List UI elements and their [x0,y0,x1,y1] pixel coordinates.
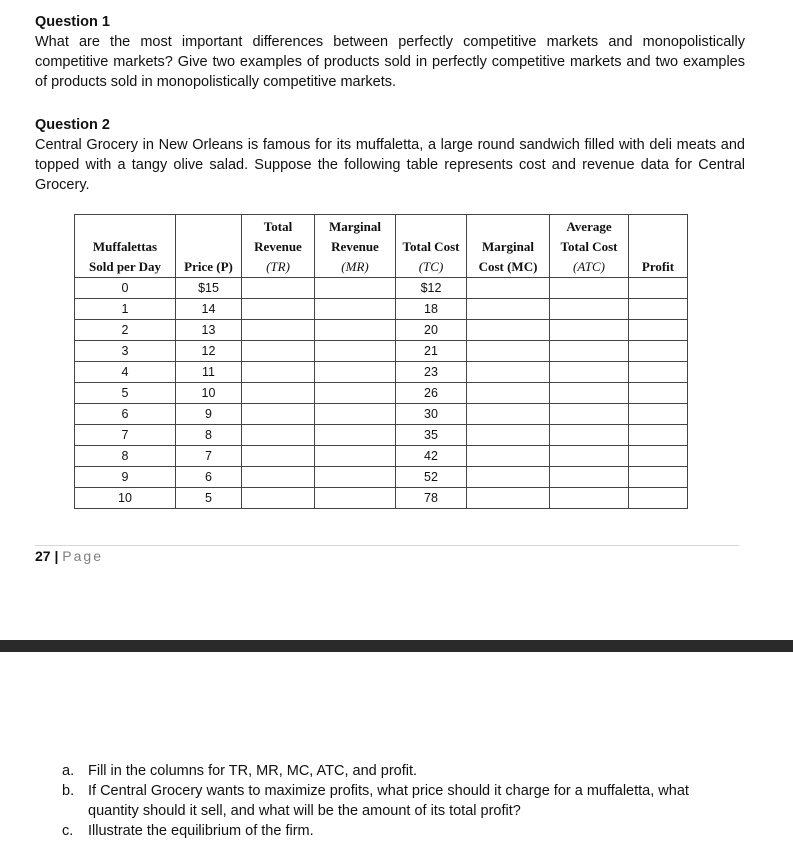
header-marginal-cost: Marginal Cost (MC) [467,215,550,278]
cell-tr [242,467,315,488]
question-1-text: What are the most important differences between perfectly competitive markets and monopolistically competitive markets? Give two examples of products sold in perfectly competitive markets and two examples of products sold in monopolistically competitive markets. [35,34,745,90]
cell-tc: 78 [396,488,467,509]
header-total-cost: Total Cost (TC) [396,215,467,278]
cell-price: 11 [176,362,242,383]
cell-atc [550,404,629,425]
cell-tc: 23 [396,362,467,383]
cell-atc [550,488,629,509]
page-number: 27 | Page [35,548,103,564]
footer-divider [35,545,739,546]
cell-mr [315,488,396,509]
cell-atc [550,299,629,320]
table-row [75,341,688,362]
cell-mc [467,278,550,299]
header-profit: Profit [629,215,688,278]
cell-quantity: 5 [75,383,176,404]
cell-quantity: 4 [75,362,176,383]
question-1-title: Question 1 [35,14,110,30]
cell-quantity: 8 [75,446,176,467]
cell-quantity: 10 [75,488,176,509]
table-row [75,446,688,467]
cell-tc: 42 [396,446,467,467]
cell-atc [550,467,629,488]
cell-tc: 30 [396,404,467,425]
cell-tr [242,299,315,320]
table-row [75,278,688,299]
question-2 [35,115,745,195]
list-item: b. If Central Grocery wants to maximize profits, what price should it charge for a muffaletta, what quantity should it sell, and what will be the amount of its total profit? [62,783,689,819]
cell-mc [467,383,550,404]
table-row [75,320,688,341]
cell-price: 14 [176,299,242,320]
cell-profit [629,404,688,425]
table-row [75,404,688,425]
cell-atc [550,425,629,446]
cell-mr [315,278,396,299]
cell-tc: $12 [396,278,467,299]
cell-tc: 20 [396,320,467,341]
cell-mr [315,425,396,446]
cell-tr [242,320,315,341]
cell-mc [467,467,550,488]
cell-quantity: 0 [75,278,176,299]
cell-tc: 21 [396,341,467,362]
cell-mr [315,299,396,320]
cell-tr [242,425,315,446]
cell-tr [242,488,315,509]
cell-price: 10 [176,383,242,404]
list-item: c. Illustrate the equilibrium of the firm. [62,823,314,839]
cell-mc [467,446,550,467]
cell-tr [242,362,315,383]
cell-quantity: 9 [75,467,176,488]
cell-price: 13 [176,320,242,341]
table-row [75,425,688,446]
cell-price: 6 [176,467,242,488]
cell-profit [629,362,688,383]
cell-tr [242,341,315,362]
cell-mr [315,362,396,383]
cell-quantity: 6 [75,404,176,425]
cell-mc [467,320,550,341]
cell-quantity: 2 [75,320,176,341]
cell-tr [242,278,315,299]
cell-profit [629,278,688,299]
cell-price: 8 [176,425,242,446]
cell-mc [467,299,550,320]
header-total-revenue: Total Revenue (TR) [242,215,315,278]
cell-tc: 35 [396,425,467,446]
cell-mc [467,488,550,509]
cell-mc [467,341,550,362]
cell-profit [629,320,688,341]
cell-price: 7 [176,446,242,467]
cell-tc: 18 [396,299,467,320]
cell-mr [315,404,396,425]
cell-atc [550,278,629,299]
cell-profit [629,383,688,404]
cell-profit [629,425,688,446]
cell-atc [550,446,629,467]
cell-mr [315,320,396,341]
header-quantity: Muffalettas Sold per Day [75,215,176,278]
cell-mc [467,425,550,446]
question-parts-list [62,761,742,841]
cell-atc [550,383,629,404]
question-2-title: Question 2 [35,117,110,133]
table-row [75,362,688,383]
cell-tc: 26 [396,383,467,404]
cell-price: 12 [176,341,242,362]
cell-price: $15 [176,278,242,299]
list-item: a. Fill in the columns for TR, MR, MC, ATC, and profit. [62,763,418,779]
cell-atc [550,362,629,383]
header-marginal-revenue: Marginal Revenue (MR) [315,215,396,278]
cell-mr [315,383,396,404]
cell-tc: 52 [396,467,467,488]
cell-tr [242,404,315,425]
cell-mc [467,362,550,383]
cell-quantity: 3 [75,341,176,362]
cell-tr [242,383,315,404]
page-break-bar [0,640,793,652]
question-2-text: Central Grocery in New Orleans is famous for its muffaletta, a large round sandwich filled with deli meats and topped with a tangy olive salad. Suppose the following table represents cost and revenue data for Central Grocery. [35,137,745,193]
cell-mr [315,446,396,467]
cell-profit [629,467,688,488]
table-row [75,488,688,509]
cell-price: 5 [176,488,242,509]
table-row [75,299,688,320]
table-row [75,383,688,404]
cell-profit [629,341,688,362]
cell-quantity: 7 [75,425,176,446]
cell-atc [550,341,629,362]
cell-profit [629,299,688,320]
question-1 [35,12,745,92]
cell-mr [315,467,396,488]
cost-revenue-table [74,214,688,509]
cell-tr [242,446,315,467]
table-row [75,467,688,488]
table-header-row [75,215,688,278]
cell-mc [467,404,550,425]
cell-price: 9 [176,404,242,425]
header-average-total-cost: Average Total Cost (ATC) [550,215,629,278]
header-price: Price (P) [176,215,242,278]
cell-profit [629,446,688,467]
cell-profit [629,488,688,509]
cell-atc [550,320,629,341]
cell-quantity: 1 [75,299,176,320]
cell-mr [315,341,396,362]
